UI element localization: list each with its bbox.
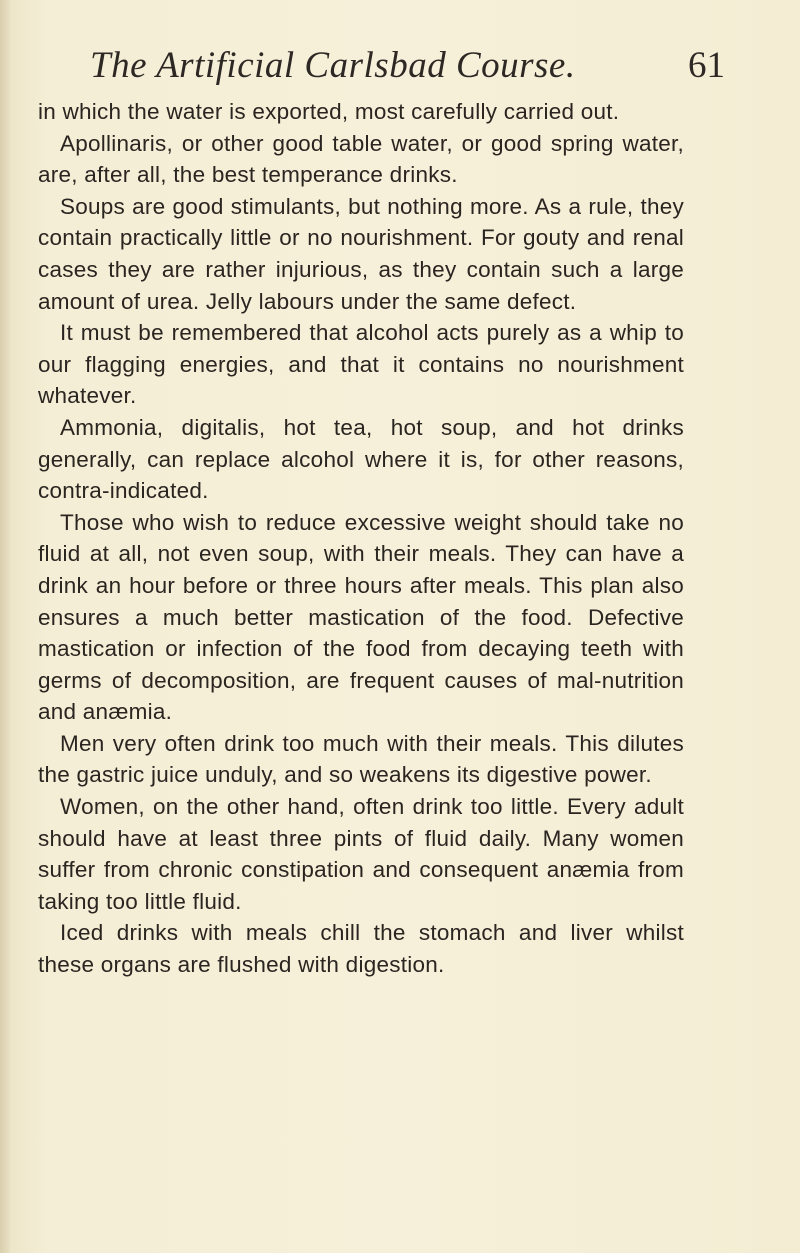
page-gutter-edge [0, 0, 10, 1253]
paragraph: Women, on the other hand, often drink too little. Every adult should have at least three pints of fluid daily. Many women suffer from chronic constipation and consequent anæmia from taking too little fluid. [38, 794, 684, 914]
paragraph: Men very often drink too much with their meals. This dilutes the gastric juice unduly, and so weakens its digestive power. [38, 730, 684, 788]
paragraph: in which the water is exported, most carefully carried out. [38, 99, 620, 124]
page-number: 61 [688, 45, 725, 86]
paragraph: Iced drinks with meals chill the stomach and liver whilst these organs are flushed with digestion. [38, 920, 684, 978]
paragraph: It must be remembered that alcohol acts purely as a whip to our flagging energies, and that it contains no nourishment whatever. [38, 320, 684, 409]
body-text [38, 96, 684, 981]
running-head [90, 44, 750, 94]
paragraph: Apollinaris, or other good table water, or good spring water, are, after all, the best temperance drinks. [38, 130, 684, 188]
running-head-title: The Artificial Carlsbad Course. [90, 45, 576, 86]
paragraph: Ammonia, digitalis, hot tea, hot soup, and hot drinks generally, can replace alcohol where it is, for other reasons, contra-indicated. [38, 414, 684, 504]
paragraph: Soups are good stimulants, but nothing more. As a rule, they contain practically little or no nourishment. For gouty and renal cases they are rather injurious, as they contain such a large amount of urea. Jelly labours under the same defect. [38, 193, 684, 314]
paragraph: Those who wish to reduce excessive weight should take no fluid at all, not even soup, with their meals. They can have a drink an hour before or three hours after meals. This plan also ensures a much better mastication of the food. Defective mastication or infection of the food from decaying teeth with germs of decomposition, are frequent causes of mal-nutrition and anæmia. [38, 509, 684, 725]
